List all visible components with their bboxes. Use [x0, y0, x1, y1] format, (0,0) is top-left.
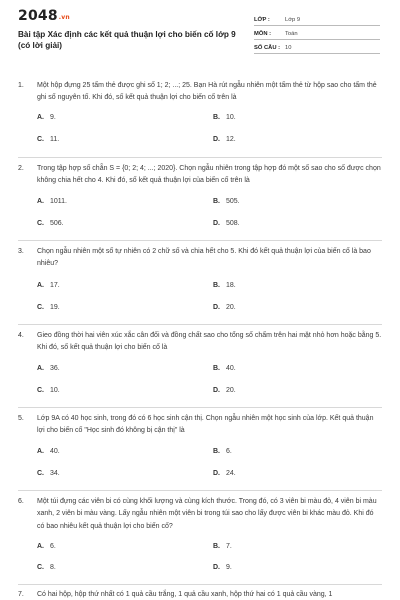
question-3 [18, 246, 382, 311]
meta-count-value: 10 [285, 45, 292, 51]
option-letter: A. [37, 198, 44, 205]
option-text: 10. [226, 114, 236, 121]
option-a[interactable] [37, 282, 187, 289]
option-c[interactable] [37, 220, 187, 227]
option-letter: B. [213, 282, 220, 289]
worksheet-header [18, 0, 382, 66]
meta-subject-row [254, 26, 380, 40]
question-number: 6. [18, 498, 24, 505]
option-letter: A. [37, 448, 44, 455]
question-text: Chọn ngẫu nhiên một số tự nhiên có 2 chữ số và chia hết cho 5. Khi đó kết quả thuận lợi của biến cố là bao nhiêu? [37, 248, 371, 268]
option-a[interactable] [37, 114, 187, 121]
option-d[interactable] [213, 304, 363, 311]
option-text: 505. [226, 198, 240, 205]
meta-count-key: SỐ CÂU : [254, 45, 281, 51]
question-text: Một hộp đựng 25 tấm thẻ được ghi số 1; 2; ...; 25. Bạn Hà rút ngẫu nhiên một tấm thẻ từ hộp sao cho tấm thẻ ghi số nguyên tố. Khi đó, số kết quả thuận lợi cho biến cố trên là [37, 82, 377, 102]
option-letter: B. [213, 365, 220, 372]
option-text: 10. [50, 387, 60, 394]
question-1 [18, 80, 382, 143]
question-text: Một túi đựng các viên bi có cùng khối lượng và cùng kích thước. Trong đó, có 3 viên bi màu đỏ, 4 viên bi màu xanh, 2 viên bi màu vàng. Lấy ngẫu nhiên một viên bi trong túi sao cho lấy được viên bi khác màu đỏ. Khi đó có bao nhiêu kết quả thuận lợi cho biến cố? [37, 498, 377, 530]
question-2 [18, 163, 382, 227]
worksheet-title: Bài tập Xác định các kết quả thuận lợi cho biến cố lớp 9 (có lời giải) [18, 30, 236, 50]
option-c[interactable] [37, 470, 187, 477]
option-letter: B. [213, 114, 220, 121]
option-letter: D. [213, 387, 220, 394]
option-b[interactable] [213, 365, 363, 372]
option-text: 9. [50, 114, 56, 121]
question-divider [18, 157, 382, 158]
option-text: 24. [226, 470, 236, 477]
option-d[interactable] [213, 387, 363, 394]
option-text: 12. [226, 136, 236, 143]
option-b[interactable] [213, 198, 363, 205]
option-a[interactable] [37, 365, 187, 372]
option-text: 6. [50, 543, 56, 550]
option-text: 1011. [50, 198, 67, 205]
option-letter: D. [213, 470, 220, 477]
option-b[interactable] [213, 114, 363, 121]
option-letter: B. [213, 198, 220, 205]
option-text: 6. [226, 448, 232, 455]
option-a[interactable] [37, 543, 187, 550]
option-a[interactable] [37, 448, 187, 455]
meta-count-row [254, 40, 380, 54]
question-divider [18, 240, 382, 241]
option-d[interactable] [213, 136, 363, 143]
option-text: 40. [226, 365, 236, 372]
option-b[interactable] [213, 282, 363, 289]
option-text: 40. [50, 448, 60, 455]
option-text: 18. [226, 282, 236, 289]
worksheet-meta [254, 12, 380, 54]
option-text: 8. [50, 564, 56, 571]
option-c[interactable] [37, 304, 187, 311]
option-letter: C. [37, 564, 44, 571]
meta-subject-value: Toán [285, 31, 298, 37]
option-c[interactable] [37, 136, 187, 143]
logo-suffix: .vn [58, 14, 70, 21]
question-7 [18, 589, 382, 600]
meta-class-row [254, 12, 380, 26]
option-letter: C. [37, 136, 44, 143]
option-c[interactable] [37, 387, 187, 394]
question-6 [18, 496, 382, 571]
option-letter: C. [37, 220, 44, 227]
option-c[interactable] [37, 564, 187, 571]
option-d[interactable] [213, 220, 363, 227]
option-letter: D. [213, 136, 220, 143]
option-text: 11. [50, 136, 60, 143]
option-letter: D. [213, 220, 220, 227]
meta-class-key: LỚP : [254, 17, 270, 23]
question-text: Gieo đồng thời hai viên xúc xắc cân đối và đồng chất sao cho tổng số chấm trên hai mặt nhỏ hơn hoặc bằng 5. Khi đó, số kết quả thuận lợi cho biến cố là [37, 332, 382, 352]
option-letter: A. [37, 282, 44, 289]
option-letter: C. [37, 387, 44, 394]
option-letter: B. [213, 543, 220, 550]
option-text: 17. [50, 282, 60, 289]
question-divider [18, 407, 382, 408]
option-b[interactable] [213, 543, 363, 550]
question-number: 1. [18, 82, 24, 89]
option-text: 9. [226, 564, 232, 571]
question-5 [18, 413, 382, 477]
option-text: 34. [50, 470, 60, 477]
option-letter: D. [213, 304, 220, 311]
question-text: Có hai hộp, hộp thứ nhất có 1 quả cầu trắng, 1 quả cầu xanh, hộp thứ hai có 1 quả cầu vàng, 1 [37, 591, 333, 598]
question-number: 2. [18, 165, 24, 172]
option-d[interactable] [213, 470, 363, 477]
option-text: 36. [50, 365, 60, 372]
option-letter: D. [213, 564, 220, 571]
question-number: 7. [18, 591, 24, 598]
option-text: 508. [226, 220, 240, 227]
option-letter: A. [37, 543, 44, 550]
option-b[interactable] [213, 448, 363, 455]
meta-class-value: Lớp 9 [285, 17, 301, 23]
option-letter: A. [37, 114, 44, 121]
question-divider [18, 490, 382, 491]
option-text: 20. [226, 387, 236, 394]
option-text: 20. [226, 304, 236, 311]
option-text: 506. [50, 220, 64, 227]
logo-text: 2048 [18, 8, 58, 24]
question-divider [18, 584, 382, 585]
question-4 [18, 330, 382, 394]
option-letter: C. [37, 304, 44, 311]
question-number: 3. [18, 248, 24, 255]
meta-subject-key: MÔN : [254, 31, 272, 37]
option-letter: B. [213, 448, 220, 455]
option-a[interactable] [37, 198, 187, 205]
option-letter: C. [37, 470, 44, 477]
question-number: 4. [18, 332, 24, 339]
question-text: Trong tập hợp số chẵn S = {0; 2; 4; ...; 2020}. Chọn ngẫu nhiên trong tập hợp đó một số sao cho số được chọn không chia hết cho 4. Khi đó, số kết quả thuận lợi của biến cố trên là [37, 165, 381, 185]
option-text: 19. [50, 304, 60, 311]
option-text: 7. [226, 543, 232, 550]
option-d[interactable] [213, 564, 363, 571]
question-divider [18, 324, 382, 325]
option-letter: A. [37, 365, 44, 372]
question-number: 5. [18, 415, 24, 422]
question-text: Lớp 9A có 40 học sinh, trong đó có 6 học sinh cận thị. Chọn ngẫu nhiên một học sinh của lớp. Kết quả thuận lợi cho biến cố "Học sinh đó không bị cận thị" là [37, 415, 374, 435]
